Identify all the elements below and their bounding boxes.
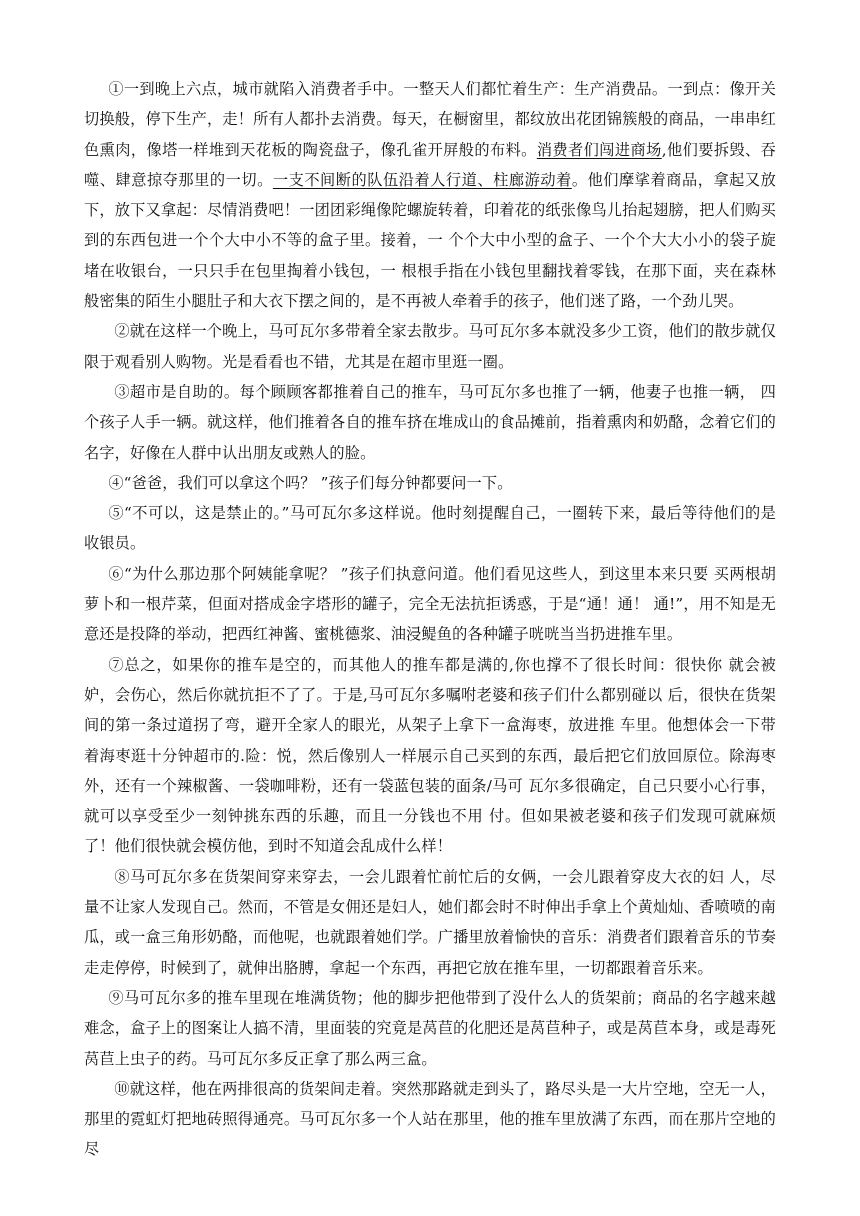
paragraph-10: ⑩就这样，他在两排很高的货架间走着。突然那路就走到头了，路尽头是一大片空地，空无一人，那里的霓虹灯把地砖照得通亮。马可瓦尔多一个人站在那里，他的推车里放满了东西，而在那片空地的尽 [84,1079,776,1159]
paragraph-5: ⑤“不可以，这是禁止的。”马可瓦尔多这样说。他时刻提醒自己，一圈转下来，最后等待他们的是收银员。 [84,504,776,553]
paragraph-6: ⑥“为什么那边那个阿姨能拿呢？ ”孩子们执意问道。他们看见这些人，到这里本来只要 买两根胡萝卜和一根芹菜，但面对搭成金字塔形的罐子，完全无法抗拒诱惑，于是“通！通！ 通!”，用不知是无意还是投降的举动，把西红神酱、蜜桃德浆、油浸鳀鱼的各种罐子咣咣当当扔进推车里。 [84,564,776,644]
paragraph-7: ⑦总之，如果你的推车是空的，而其他人的推车都是满的,你也撑不了很长时间：很快你 就会被妒，会伤心，然后你就抗拒不了了。于是,马可瓦尔多嘱咐老婆和孩子们什么都别碰以 后，很快在货架间的第一条过道拐了弯，避开全家人的眼光，从架子上拿下一盒海枣，放进推 车里。他想体会一下带着海枣逛十分钟超市的.险：悦，然后像别人一样展示自己买到的东西，最后把它们放回原位。除海枣外，还有一个辣椒酱、一袋咖啡粉，还有一袋蓝包装的面条/马可 瓦尔多很确定，自己只要小心行事，就可以享受至少一刻钟挑东西的乐趣，而且一分钱也不用 付。但如果被老婆和孩子们发现可就麻烦了！他们很快就会模仿他，到时不知道会乱成什么样！ [84,655,776,856]
paragraph-1-text-b: ,他们要拆毁、吞噬、肆意掠夺那里的一切。 [84,140,777,189]
underlined-phrase-1: 消费者们闯进商场 [536,140,662,159]
paragraph-1-text-a: ①一到晚上六点，城市就陷入消费者手中。一整天人们都忙着生产：生产消费品。一到点：像开关切换般，停下生产，走！所有人都扑去消费。每天，在橱窗里，都纹放出花团锦簇般的商品，一串串红色熏肉，像塔一样堆到天花板的陶瓷盘子，像孔雀开屏般的布料。 [84,80,776,159]
underlined-phrase-2: 一支不间断的队伍沿着人行道、柱廊游动着 [272,170,572,189]
document-page [84,74,776,1165]
paragraph-1 [84,74,776,316]
paragraph-1-text-c: 。他们摩挲着商品，拿起又放下，放下又拿起：尽情消费吧！一团团彩绳像陀螺旋转着，印着花的纸张像鸟儿抬起翅膀，把人们购买到的东西包进一个个大中小不等的盒子里。接着，一 个个大中小型的盒子、一个个大大小小的袋子旋堵在收银台，一只只手在包里掏着小钱包，一 根根手指在小钱包里翻找着零钱，在那下面，夹在森林般密集的陌生小腿肚子和大衣下摆之间的，是不再被人牵着手的孩子，他们迷了路，一个劲儿哭。 [84,170,776,311]
paragraph-9: ⑨马可瓦尔多的推车里现在堆满货物；他的脚步把他带到了没什么人的货架前；商品的名字越来越难念，盒子上的图案让人搞不清，里面装的究竟是莴苣的化肥还是莴苣种子，或是莴苣本身，或是毒死莴苣上虫子的药。马可瓦尔多反正拿了那么两三盒。 [84,988,776,1068]
paragraph-4: ④“爸爸，我们可以拿这个吗？ ”孩子们每分钟都要问一下。 [108,473,513,492]
paragraph-2: ②就在这样一个晚上，马可瓦尔多带着全家去散步。马可瓦尔多本就没多少工资，他们的散步就仅限于观看别人购物。光是看看也不错，尤其是在超市里逛一圈。 [84,322,776,371]
paragraph-3: ③超市是自助的。每个顾顾客都推着自己的推车，马可瓦尔多也推了一辆，他妻子也推一辆， 四个孩子人手一辆。就这样，他们推着各自的推车挤在堆成山的食品摊前，指着熏肉和奶酪，念着它们的名字，好像在人群中认出朋友或熟人的脸。 [84,382,776,462]
paragraph-8: ⑧马可瓦尔多在货架间穿来穿去，一会儿跟着忙前忙后的女俩，一会儿跟着穿皮大衣的妇 人，尽量不让家人发现自己。然而，不管是女佣还是妇人，她们都会时不时伸出手拿上个黄灿灿、香喷喷的南瓜，或一盒三角形奶酪，而他呢，也就跟着她们学。广播里放着愉快的音乐：消费者们跟着音乐的节奏走走停停，时候到了，就伸出胳膊，拿起一个东西，再把它放在推车里，一切都跟着音乐来。 [84,867,776,977]
